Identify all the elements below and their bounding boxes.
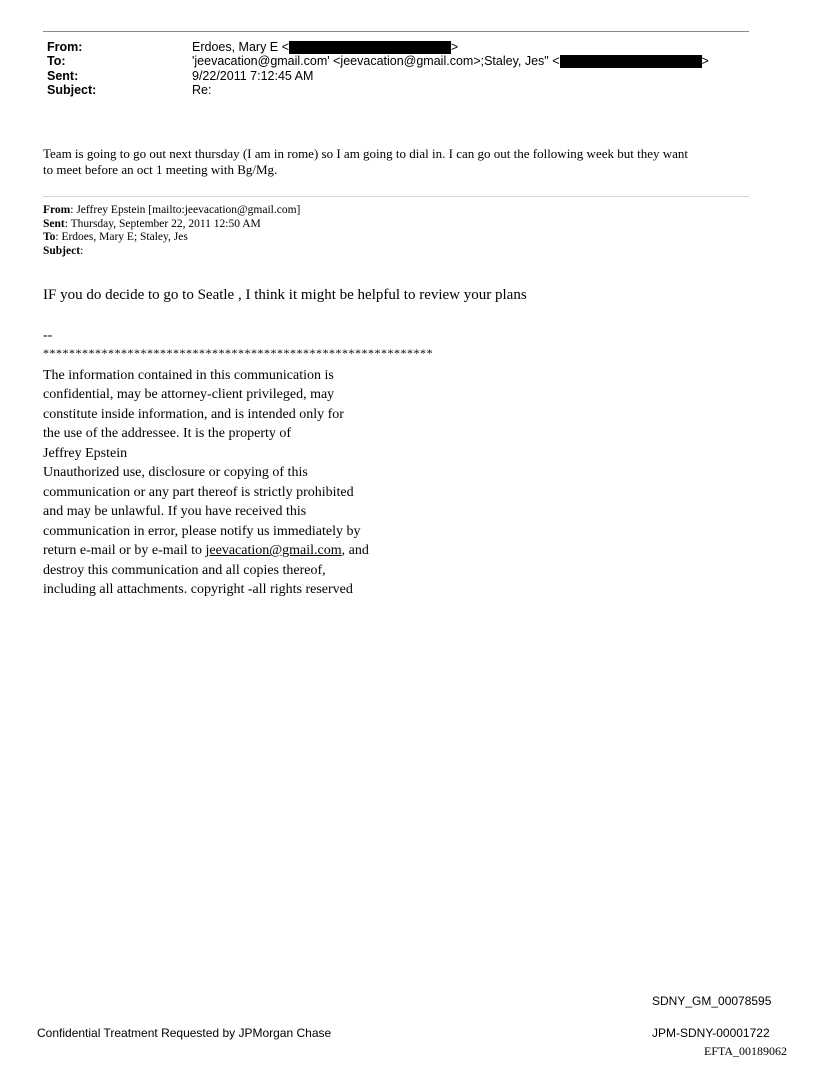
reply-divider <box>43 196 749 197</box>
signature-line: destroy this communication and all copies thereof, <box>43 562 326 578</box>
signature-link-prefix: return e-mail or by e-mail to <box>43 543 206 558</box>
signature-stars: ************************************************************ <box>43 345 433 360</box>
signature-line: and may be unlawful. If you have received this <box>43 504 307 519</box>
redaction-block <box>289 41 451 54</box>
signature-link-suffix: , and <box>341 543 369 558</box>
signature-link-line <box>43 541 433 561</box>
confidential-notice: Confidential Treatment Requested by JPMorgan Chase <box>37 1026 332 1040</box>
signature-line: communication or any part thereof is strictly prohibited <box>43 484 354 500</box>
to-value: 'jeevacation@gmail.com' <jeevacation@gmail.com>;Staley, Jes" < <box>192 54 560 69</box>
signature-line: constitute inside information, and is intended only for <box>43 406 344 422</box>
signature-line: Unauthorized use, disclosure or copying of this <box>43 465 308 480</box>
fwd-sent-row <box>43 218 300 232</box>
fwd-subject-label: Subject <box>43 244 81 257</box>
signature-dash: -- <box>43 328 53 343</box>
signature-block <box>43 326 433 600</box>
signature-line: the use of the addressee. It is the property of <box>43 426 292 441</box>
top-divider <box>43 31 749 32</box>
subject-value: Re: <box>192 82 212 97</box>
fwd-sent-value: : Thursday, September 22, 2011 12:50 AM <box>64 217 261 230</box>
header-sent-row <box>47 69 747 83</box>
from-label: From: <box>47 40 83 54</box>
fwd-subject-value: : <box>80 244 84 257</box>
forwarded-header <box>43 204 300 258</box>
forwarded-message: IF you do decide to go to Seatle , I think it might be helpful to review your plans <box>43 287 527 303</box>
fwd-to-label: To <box>43 231 56 243</box>
fwd-to-row <box>43 231 300 245</box>
bates-number-sdny-gm: SDNY_GM_00078595 <box>652 994 772 1008</box>
bates-number-jpm: JPM-SDNY-00001722 <box>652 1026 770 1040</box>
header-subject-row <box>47 83 747 97</box>
fwd-subject-row <box>43 245 300 259</box>
email-body <box>43 146 755 178</box>
from-close: > <box>450 40 459 54</box>
sent-value: 9/22/2011 7:12:45 AM <box>192 68 314 83</box>
email-link[interactable]: jeevacation@gmail.com <box>205 543 342 558</box>
signature-line: The information contained in this communication is <box>43 367 334 383</box>
fwd-from-row <box>43 204 300 218</box>
header-from-row <box>47 40 747 54</box>
email-header <box>47 40 747 97</box>
sent-label: Sent: <box>47 68 79 83</box>
fwd-sent-label: Sent <box>43 217 65 230</box>
signature-line: Jeffrey Epstein <box>43 445 128 461</box>
to-close: > <box>701 54 709 69</box>
bates-number-efta: EFTA_00189062 <box>704 1044 788 1058</box>
subject-label: Subject: <box>47 82 97 97</box>
fwd-to-value: : Erdoes, Mary E; Staley, Jes <box>55 231 188 243</box>
redaction-block <box>560 55 702 68</box>
body-line: to meet before an oct 1 meeting with Bg/Mg. <box>43 162 278 177</box>
from-value: Erdoes, Mary E < <box>192 40 289 54</box>
signature-line: communication in error, please notify us immediately by <box>43 523 361 539</box>
fwd-from-value: : Jeffrey Epstein [mailto:jeevacation@gmail.com] <box>70 204 301 216</box>
fwd-from-label: From <box>43 204 71 216</box>
signature-line: confidential, may be attorney-client privileged, may <box>43 387 335 402</box>
body-line: Team is going to go out next thursday (I am in rome) so I am going to dial in. I can go out the following week but they want <box>43 146 688 161</box>
header-to-row <box>47 54 747 68</box>
signature-line: including all attachments. copyright -all rights reserved <box>43 582 353 597</box>
to-label: To: <box>47 54 66 69</box>
